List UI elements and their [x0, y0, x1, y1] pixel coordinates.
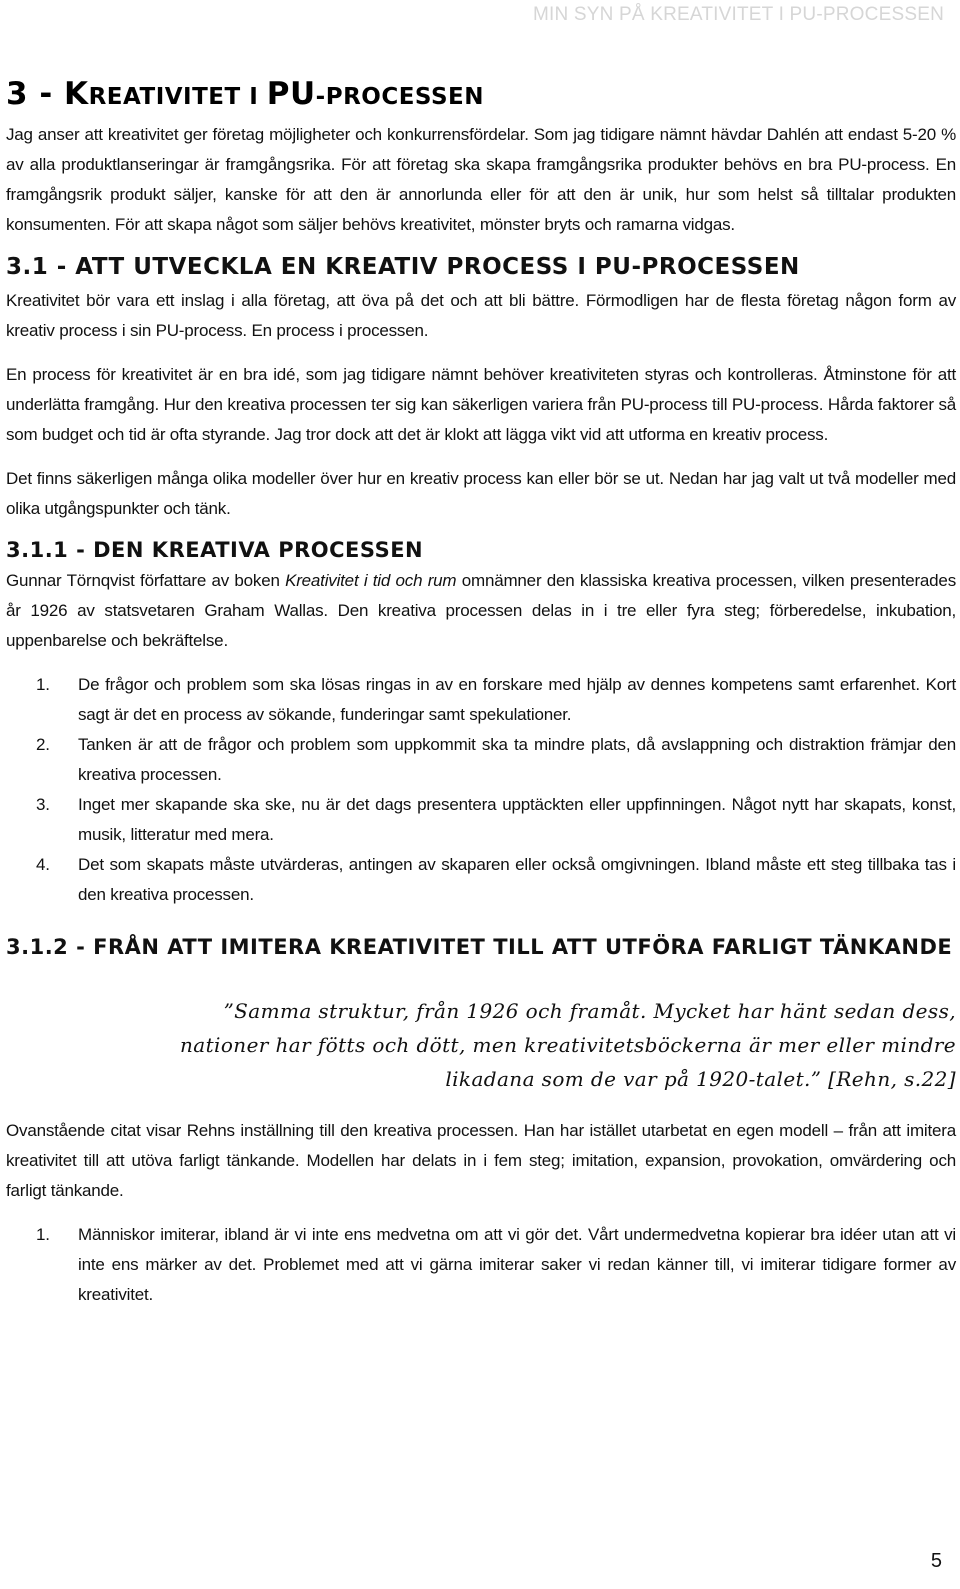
rehn-steps-list: [6, 1220, 956, 1310]
intro-text: omnämner den klassiska kreativa processen, vilken presenterades år 1926 av statsvetaren Graham Wallas. Den kreativa processen delas in i tre eller fyra steg; förberedelse, inkubation, uppenbarelse och bekräftelse.: [6, 571, 956, 650]
heading-part: PU: [266, 76, 316, 112]
running-header: MIN SYN PÅ KREATIVITET I PU-PROCESSEN: [532, 4, 944, 25]
list-number: 1.: [36, 675, 50, 694]
section-3-1-2-paragraph: Ovanstående citat visar Rehns inställning till den kreativa processen. Han har istället utarbetat en egen modell – från att imitera kreativitet till att utöva farligt tänkande. Modellen har delats in i fem steg; imitation, expansion, provokation, omvärdering och farligt tänkande.: [6, 1121, 956, 1200]
list-text: Människor imiterar, ibland är vi inte ens medvetna om att vi gör det. Vårt undermedvetna kopierar bra idéer utan att vi inte ens märker av det. Problemet med att vi gärna imiterar saker vi redan känner till, vi imiterar tidigare former av kreativitet.: [78, 1225, 956, 1304]
heading-part: REATIVITET I: [88, 84, 267, 110]
page-number: 5: [930, 1550, 942, 1572]
list-number: 3.: [36, 795, 50, 814]
intro-text: Gunnar Törnqvist författare av boken: [6, 571, 286, 590]
book-title: Kreativitet i tid och rum: [285, 571, 457, 590]
section-3-1-1-intro: [6, 566, 956, 656]
list-item: [6, 850, 956, 910]
heading-part: 3 -: [6, 76, 65, 112]
section-3-1-paragraph-2: En process för kreativitet är en bra idé, som jag tidigare nämnt behöver kreativiteten styras och kontrolleras. Åtminstone för att underlätta framgång. Hur den kreativa processen ter sig kan säkerligen variera från PU-process till PU-process. Hårda faktorer så som budget och tid är ofta styrande. Jag tror dock att det är klokt att lägga vikt vid att utforma en kreativ process.: [6, 365, 956, 444]
list-number: 1.: [36, 1225, 50, 1244]
list-text: Tanken är att de frågor och problem som uppkommit ska ta mindre plats, då avslappning och distraktion främjar den kreativa processen.: [78, 735, 956, 784]
page-content: [6, 76, 956, 1324]
rehn-quote: ”Samma struktur, från 1926 och framåt. Mycket har hänt sedan dess, nationer har fötts och dött, men kreativitetsböckerna är mer eller mindre likadana som de var på 1920-talet.” [Rehn, s.22]: [180, 999, 956, 1091]
section-3-1-paragraph-1: Kreativitet bör vara ett inslag i alla företag, att öva på det och att bli bättre. Förmodligen har de flesta företag någon form av kreativ process i sin PU-process. En process i processen.: [6, 291, 956, 340]
section-3-1-paragraph-3: Det finns säkerligen många olika modeller över hur en kreativ process kan eller bör se ut. Nedan har jag valt ut två modeller med olika utgångspunkter och tänk.: [6, 469, 956, 518]
list-item: [6, 730, 956, 790]
section-3-paragraph: Jag anser att kreativitet ger företag möjligheter och konkurrensfördelar. Som jag tidigare nämnt hävdar Dahlén att endast 5-20 % av alla produktlanseringar är framgångsrika. För att företag ska skapa framgångsrika produkter behövs en bra PU-process. En framgångsrik produkt säljer, kanske för att den är annorlunda eller för att den är unik, hur som helst så tilltalar produkten konsumenten. För att skapa något som säljer behövs kreativitet, mönster bryts och ramarna vidgas.: [6, 125, 956, 234]
list-text: De frågor och problem som ska lösas ringas in av en forskare med hjälp av dennes kompetens samt erfarenhet. Kort sagt är det en process av sökande, funderingar samt spekulationer.: [78, 675, 956, 724]
section-3-1-2-heading: 3.1.2 - FRÅN ATT IMITERA KREATIVITET TILL ATT UTFÖRA FARLIGT TÄNKANDE: [6, 935, 953, 959]
heading-part: -PROCESSEN: [315, 84, 484, 110]
list-item: [6, 670, 956, 730]
section-3-heading: [6, 76, 956, 112]
heading-part: K: [64, 76, 89, 112]
list-text: Det som skapats måste utvärderas, antingen av skaparen eller också omgivningen. Ibland måste ett steg tillbaka tas i den kreativa processen.: [78, 855, 956, 904]
list-text: Inget mer skapande ska ske, nu är det dags presentera upptäckten eller uppfinningen. Något nytt har skapats, konst, musik, litteratur med mera.: [78, 795, 956, 844]
list-number: 4.: [36, 855, 50, 874]
section-3-1-heading: 3.1 - ATT UTVECKLA EN KREATIV PROCESS I PU-PROCESSEN: [6, 254, 800, 280]
list-item: [6, 790, 956, 850]
wallas-steps-list: [6, 670, 956, 910]
section-3-1-1-heading: 3.1.1 - DEN KREATIVA PROCESSEN: [6, 538, 424, 562]
list-item: [6, 1220, 956, 1310]
list-number: 2.: [36, 735, 50, 754]
